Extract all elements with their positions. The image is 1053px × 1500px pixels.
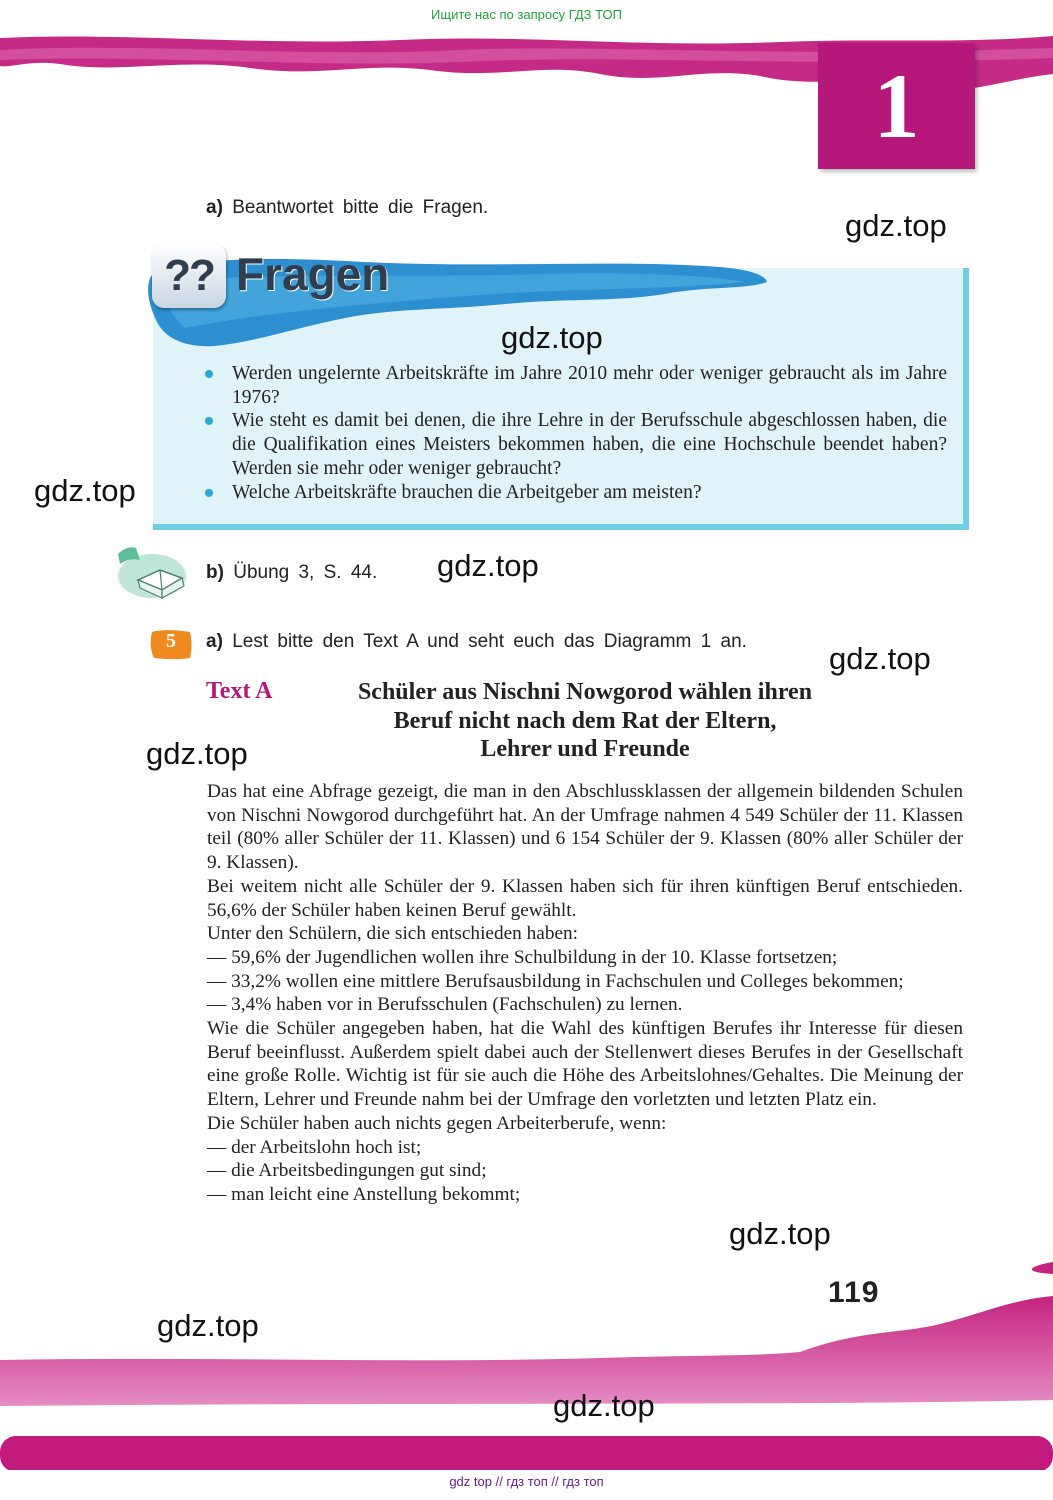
watermark: gdz.top xyxy=(501,320,603,355)
paragraph: — man leicht eine Anstellung bekommt; xyxy=(207,1183,521,1205)
text-a-title xyxy=(305,678,865,764)
task-b xyxy=(206,562,377,584)
exercise-number: 5 xyxy=(166,630,176,652)
question-item: Wie steht es damit bei denen, die ihre Lehre in der Berufsschule abgeschlossen haben, die die Qualifikation eines Meisters bekommen haben, die eine Hochschule beendet haben? Werden sie mehr oder weniger gebraucht? xyxy=(205,409,947,480)
paragraph: — der Arbeitslohn hoch ist; xyxy=(207,1136,422,1158)
paragraph: — 59,6% der Jugendlichen wollen ihre Schulbildung in der 10. Klasse fortsetzen; xyxy=(207,946,838,968)
paragraph: — die Arbeitsbedingungen gut sind; xyxy=(207,1160,487,1182)
task-a xyxy=(206,197,488,219)
paragraph: Die Schüler haben auch nichts gegen Arbeiterberufe, wenn: xyxy=(207,1112,667,1134)
bottom-links-note: gdz top // гдз топ // гдз топ xyxy=(449,1474,604,1489)
bottom-brush-decoration xyxy=(0,1260,1053,1470)
text-a-label: Text A xyxy=(206,678,273,704)
questions-list xyxy=(205,362,947,504)
chapter-number-box xyxy=(818,43,975,169)
question-marks-text: ?? xyxy=(164,251,214,300)
book-icon xyxy=(110,540,190,602)
task-a-text: Beantwortet bitte die Fragen. xyxy=(232,197,489,218)
question-item: Werden ungelernte Arbeitskräfte im Jahre 2010 mehr oder weniger gebraucht als im Jahre 1976? xyxy=(205,362,947,409)
task-b-text: Übung 3, S. 44. xyxy=(233,562,378,583)
watermark: gdz.top xyxy=(157,1308,259,1343)
exercise-5-task xyxy=(206,631,747,653)
watermark: gdz.top xyxy=(845,208,947,243)
question-item: Welche Arbeitskräfte brauchen die Arbeitgeber am meisten? xyxy=(205,481,947,505)
exercise-5-text: Lest bitte den Text A und seht euch das Diagramm 1 an. xyxy=(232,631,747,652)
questions-heading: Fragen xyxy=(236,248,390,300)
paragraph: Unter den Schülern, die sich entschieden haben: xyxy=(207,923,579,945)
text-a-title-line: Lehrer und Freunde xyxy=(480,736,690,762)
watermark: gdz.top xyxy=(34,473,136,508)
paragraph: Bei weitem nicht alle Schüler der 9. Klassen haben sich für ihren künftigen Beruf entschieden. 56,6% der Schüler haben keinen Beruf gewählt. xyxy=(207,875,963,921)
text-a-title-line: Schüler aus Nischni Nowgorod wählen ihren xyxy=(357,679,813,705)
text-a-body xyxy=(207,780,963,1207)
watermark: gdz.top xyxy=(146,736,248,771)
watermark: gdz.top xyxy=(437,548,539,583)
task-b-letter: b) xyxy=(206,562,224,583)
page-number: 119 xyxy=(828,1276,880,1309)
text-a-title-line: Beruf nicht nach dem Rat der Eltern, xyxy=(393,707,777,734)
watermark: gdz.top xyxy=(553,1388,655,1423)
watermark: gdz.top xyxy=(829,641,931,676)
paragraph: — 3,4% haben vor in Berufsschulen (Fachschulen) zu lernen. xyxy=(207,994,683,1016)
exercise-5-letter: a) xyxy=(206,631,223,652)
task-a-letter: a) xyxy=(206,197,223,218)
watermark: gdz.top xyxy=(729,1216,831,1251)
chapter-number: 1 xyxy=(873,55,920,157)
top-search-note: Ищите нас по запросу ГДЗ ТОП xyxy=(431,7,622,22)
paragraph: Wie die Schüler angegeben haben, hat die Wahl des künftigen Berufes ihr Interesse für diesen Beruf beeinflusst. Außerdem spielt dabei auch der Stellenwert dieses Berufes in der Gesellschaft eine große Rolle. Wichtig ist für sie auch die Höhe des Arbeitslohnes/Gehaltes. Die Meinung der Eltern, Lehrer und Freunde nahm bei der Umfrage den vorletzten und letzten Platz ein. xyxy=(207,1018,963,1111)
paragraph: — 33,2% wollen eine mittlere Berufsausbildung in Fachschulen und Colleges bekommen; xyxy=(207,970,904,992)
paragraph: Das hat eine Abfrage gezeigt, die man in den Abschlussklassen der allgemein bildenden Schulen von Nischni Nowgorod durchgeführt hat. An der Umfrage nahmen 4 549 Schüler der 11. Klassen teil (80% aller Schüler der 11. Klassen) und 6 154 Schüler der 9. Klassen (80% aller Schüler der 9. Klassen). xyxy=(207,781,963,874)
question-marks-icon xyxy=(152,244,226,308)
